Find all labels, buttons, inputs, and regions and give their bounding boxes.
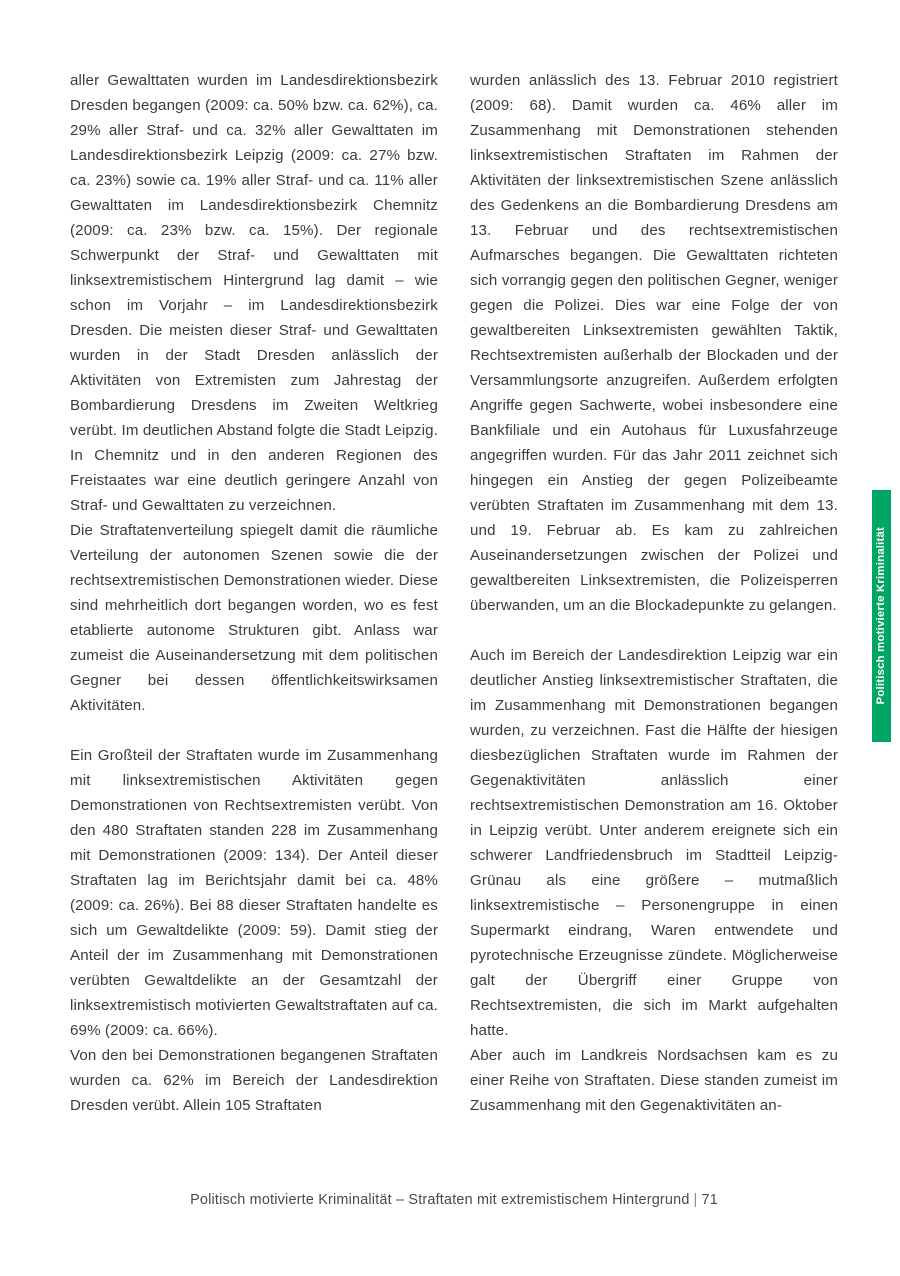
- paragraph: Die Straftatenverteilung spiegelt damit die räumliche Verteilung der autonomen Szenen sowie die der rechtsextremistischen Demonstrationen wieder. Diese sind mehrheitlich dort begangen worden, wo es fest etablierte autonome Strukturen gibt. Anlass war zumeist die Auseinandersetzung mit dem politischen Gegner bei dessen öffentlichkeitswirksamen Aktivitäten.: [70, 522, 438, 714]
- footer-page-number: 71: [701, 1192, 718, 1208]
- paragraph: Auch im Bereich der Landesdirektion Leipzig war ein deutlicher Anstieg linksextremistischer Straftaten, die im Zusammenhang mit Demonstrationen begangen wurden, zu verzeichnen. Fast die Hälfte der hiesigen diesbezüglichen Straftaten wurde im Rahmen der Gegenaktivitäten anlässlich einer rechtsextremistischen Demonstration am 16. Oktober in Leipzig verübt. Unter anderem ereignete sich ein schwerer Landfriedensbruch im Stadtteil Leipzig-Grünau als eine größere – mutmaßlich linksextremistische – Personengruppe in einen Supermarkt eindrang, Waren entwendete und pyrotechnische Erzeugnisse zündete. Möglicherweise galt der Übergriff einer Gruppe von Rechtsextremisten, die sich im Markt aufgehalten hatte.: [470, 647, 838, 1039]
- right-column: [470, 68, 838, 1158]
- chapter-side-tab: [872, 490, 891, 742]
- left-column: [70, 68, 438, 1158]
- paragraph: Von den bei Demonstrationen begangenen Straftaten wurden ca. 62% im Bereich der Landesdirektion Dresden verübt. Allein 105 Straftaten: [70, 1047, 438, 1114]
- page-footer: [70, 1192, 838, 1208]
- chapter-side-tab-label: Politisch motivierte Kriminalität: [874, 527, 887, 705]
- paragraph: Aber auch im Landkreis Nordsachsen kam es zu einer Reihe von Straftaten. Diese standen zumeist im Zusammenhang mit den Gegenaktivitäten an-: [470, 1047, 838, 1114]
- paragraph: wurden anlässlich des 13. Februar 2010 registriert (2009: 68). Damit wurden ca. 46% aller im Zusammenhang mit Demonstrationen stehenden linksextremistischen Straftaten im Rahmen der Aktivitäten der linksextremistischen Szene anlässlich des Gedenkens an die Bombardierung Dresdens am 13. Februar und des rechtsextremistischen Aufmarsches begangen. Die Gewalttaten richteten sich vorrangig gegen den politischen Gegner, weniger gegen die Polizei. Dies war eine Folge der von gewaltbereiten Linksextremisten gewählten Taktik, Rechtsextremisten außerhalb der Blockaden und der Versammlungsorte anzugreifen. Außerdem erfolgten Angriffe gegen Sachwerte, wobei insbesondere eine Bankfiliale und ein Autohaus für Luxusfahrzeuge angegriffen wurden. Für das Jahr 2011 zeichnet sich hingegen ein Anstieg der gegen Polizeibeamte verübten Straftaten im Zusammenhang mit dem 13. und 19. Februar ab. Es kam zu zahlreichen Auseinandersetzungen zwischen der Polizei und gewaltbereiten Linksextremisten, die Polizeisperren überwanden, um an die Blockadepunkte zu gelangen.: [470, 72, 838, 614]
- footer-title: Politisch motivierte Kriminalität – Straftaten mit extremistischem Hintergrund: [190, 1192, 690, 1208]
- footer-separator: |: [693, 1192, 698, 1208]
- two-column-text-body: [70, 68, 838, 1158]
- paragraph: aller Gewalttaten wurden im Landesdirektionsbezirk Dresden begangen (2009: ca. 50% bzw. ca. 62%), ca. 29% aller Straf- und ca. 32% aller Gewalttaten im Landesdirektionsbezirk Leipzig (2009: ca. 27% bzw. ca. 23%) sowie ca. 19% aller Straf- und ca. 11% aller Gewalttaten im Landesdirektionsbezirk Chemnitz (2009: ca. 23% bzw. ca. 15%). Der regionale Schwerpunkt der Straf- und Gewalttaten mit linksextremistischem Hintergrund lag damit – wie schon im Vorjahr – im Landesdirektionsbezirk Dresden. Die meisten dieser Straf- und Gewalttaten wurden in der Stadt Dresden anlässlich der Aktivitäten von Extremisten zum Jahrestag der Bombardierung Dresdens im Zweiten Weltkrieg verübt. Im deutlichen Abstand folgte die Stadt Leipzig. In Chemnitz und in den anderen Regionen des Freistaates war eine deutlich geringere Anzahl von Straf- und Gewalttaten zu verzeichnen.: [70, 72, 438, 514]
- paragraph: Ein Großteil der Straftaten wurde im Zusammenhang mit linksextremistischen Aktivitäten gegen Demonstrationen von Rechtsextremisten verübt. Von den 480 Straftaten standen 228 im Zusammenhang mit Demonstrationen (2009: 134). Der Anteil dieser Straftaten lag im Berichtsjahr damit bei ca. 48% (2009: ca. 26%). Bei 88 dieser Straftaten handelte es sich um Gewaltdelikte (2009: 59). Damit stieg der Anteil der im Zusammenhang mit Demonstrationen verübten Gewaltdelikte an der Gesamtzahl der linksextremistisch motivierten Gewaltstraftaten auf ca. 69% (2009: ca. 66%).: [70, 747, 438, 1039]
